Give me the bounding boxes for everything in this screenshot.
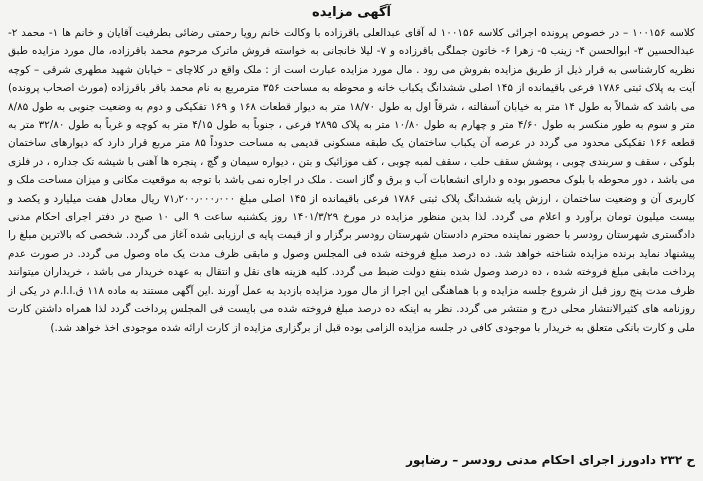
notice-body: کلاسه ۱۰۰۱۵۶ – در خصوص پرونده اجرائی کلاسه ۱۰۰۱۵۶ له آقای عبدالعلی باقرزاده با وکالت خانم رویا رحمتی رضائی بطرفیت آقایان و خانم ها ۱- محمد ۲- عبدالحسین ۳- ابوالحسن ۴- زینب ۵- زهرا ۶- خاتون جملگی باقرزاده و ۷- لیلا خانجانی به خواسته فروش ماترک مرحوم محمد باقرزاده، مال مورد مزایده طبق نظریه کارشناسی به قرار ذیل از طریق مزایده بفروش می رود . مال مورد مزایده عبارت است از : ملک واقع در کلاچای – خیابان شهید مطهری شرقی – کوچه آیت به پلاک ثبتی ۱۷۸۶ فرعی باقیمانده از ۱۴۵ اصلی ششدانگ یکباب خانه و محوطه به مساحت ۳۵۶ مترمربع به نام محمد باقر باقرزاده (مورث اصحاب پرونده) می باشد که شمالاً به طول ۱۴ متر به خیابان آسفالته ، شرقاً اول به طول ۱۸/۷۰ متر به دیوار قطعات ۱۶۸ و ۱۶۹ تفکیکی و دوم به وضعیت جنوبی به طول ۸/۸۵ متر و سوم به طور منکسر به طول ۴/۶۰ متر و چهارم به طول ۱۰/۸۰ متر به پلاک ۲۸۹۵ فرعی ، جنوباً به طول ۴/۱۵ متر به کوچه و غرباً به طول ۳۲/۸۰ متر به قطعه ۱۶۶ تفکیکی محدود می گردد در عرصه آن یکباب ساختمان یک طبقه مسکونی قدیمی به مساحت حدوداً ۸۵ متر مربع قرار دارد که دیوارهای ساختمان بلوکی ، سقف و سربندی چوبی ، پوشش سقف حلب ، سقف لمبه چوبی ، کف موزائیک و بتن ، دیواره سیمان و گچ ، پنجره ها آهنی با شیشه تک جداره ، در فلزی می باشد ، دور محوطه با بلوک محصور بوده و دارای انشعابات آب و برق و گاز است . ملک در اجاره نمی باشد با توجه به موقعیت مکانی و میزان مساحت ملک و کاربری آن و وضعیت ساختمان ، ارزش پایه ششدانگ پلاک ثبتی ۱۷۸۶ فرعی باقیمانده از ۱۴۵ اصلی مبلغ ۷۱٫۲۰۰٫۰۰۰٫۰۰۰ ریال معادل هفت میلیارد و یکصد و بیست میلیون تومان برآورد و اعلام می گردد. لذا بدین منظور مزایده در مورخ ۱۴۰۱/۳/۲۹ روز یکشنبه ساعت ۹ الی ۱۰ صبح در دفتر اجرای احکام مدنی دادگستری شهرستان رودسر با حضور نماینده محترم دادستان شهرستان رودسر برگزار و از قیمت پایه ی ارزیابی شده آغاز می گردد. شخصی که بالاترین مبلغ را پیشنهاد نماید برنده مزایده شناخته خواهد شد. ده درصد مبلغ فروخته شده فی المجلس وصول و مابقی ظرف مدت یک ماه وصول می گردد. در صورت عدم پرداخت مابقی مبلغ فروخته شده ، ده درصد وصول شده بنفع دولت ضبط می گردد. کلیه هزینه های نقل و انتقال به عهده خریدار می باشد ، خریداران میتوانند ظرف مدت پنج روز قبل از شروع جلسه مزایده و با هماهنگی این اجرا از مال مورد مزایده بازدید به عمل آورند .این آگهی مستند به ماده ۱۱۸ ق.ا.ا.م در یکی از روزنامه های کثیرالانتشار محلی درج و منتشر می گردد. نظر به اینکه ده درصد مبلغ فروخته شده می بایست فی المجلس پرداخت گردد لذا همراه داشتن کارت ملی و کارت بانکی متعلق به خریدار با موجودی کافی در جلسه مزایده الزامی بوده قبل از برگزاری مزایده از کارت ارائه شده موجودی اخذ خواهد شد.): [8, 27, 696, 334]
notice-signature: ح ۲۳۲ دادورز اجرای احکام مدنی رودسر – رضاپور: [406, 453, 695, 467]
notice-title: آگهی مزایده: [312, 5, 391, 20]
